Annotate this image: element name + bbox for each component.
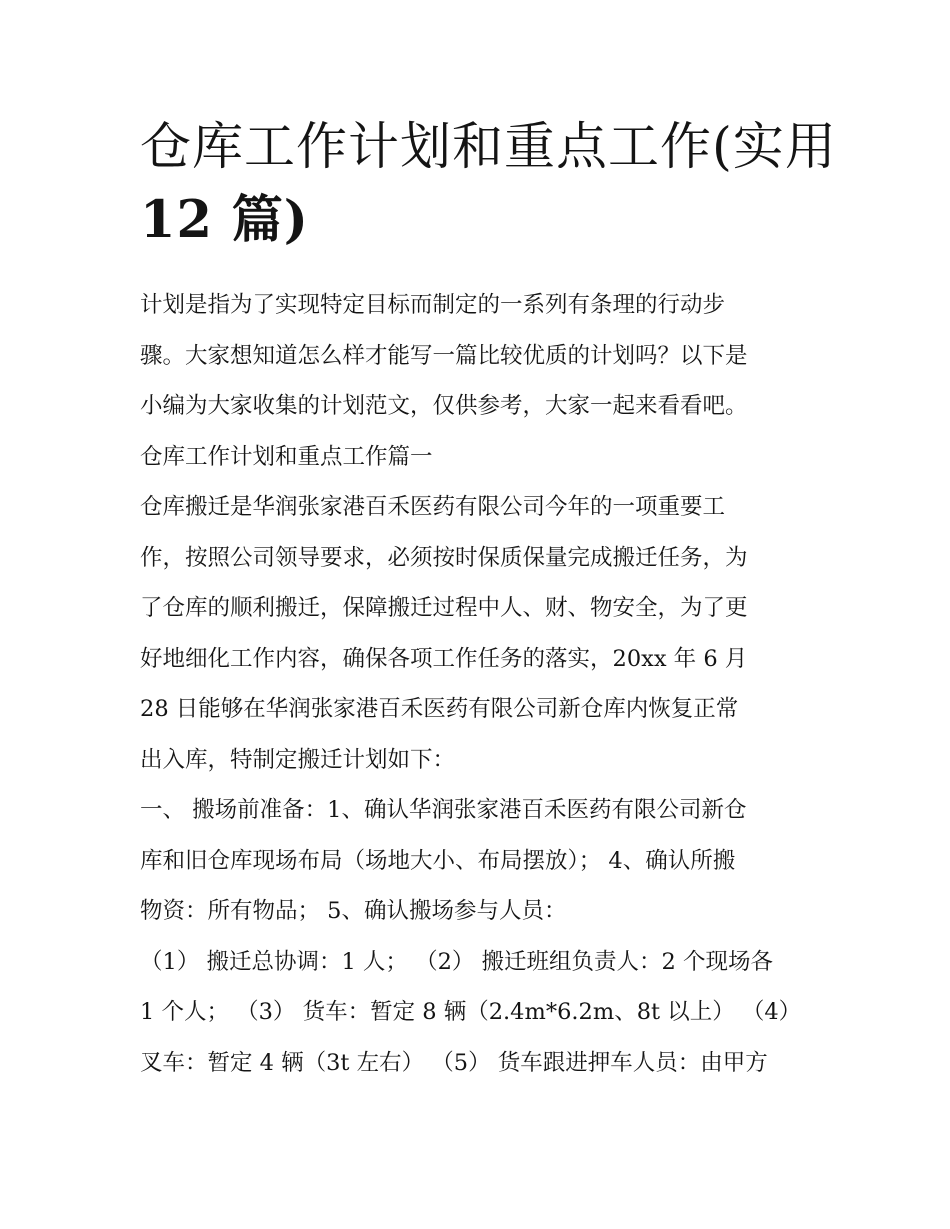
document-title xyxy=(140,112,837,257)
body-line: 了仓库的顺利搬迁，保障搬迁过程中人、财、物安全，为了更 xyxy=(140,595,748,621)
body-line: 库和旧仓库现场布局（场地大小、布局摆放）； 4、确认所搬 xyxy=(140,847,736,874)
document-body xyxy=(140,280,830,1088)
body-line: 1 个人； （3） 货车：暂定 8 辆（2.4m*6.2m、8t 以上） （4） xyxy=(140,999,802,1025)
body-line: 叉车：暂定 4 辆（3t 左右） （5） 货车跟进押车人员：由甲方 xyxy=(140,1049,768,1076)
body-line: 骤。大家想知道怎么样才能写一篇比较优质的计划吗？以下是 xyxy=(140,342,748,369)
body-line: 小编为大家收集的计划范文，仅供参考，大家一起来看看吧。 xyxy=(140,393,748,419)
body-line: 仓库搬迁是华润张家港百禾医药有限公司今年的一项重要工 xyxy=(140,494,726,520)
body-line: 作，按照公司领导要求，必须按时保质保量完成搬迁任务，为 xyxy=(140,544,748,571)
body-line: 28 日能够在华润张家港百禾医药有限公司新仓库内恢复正常 xyxy=(140,696,739,722)
title-line-2 xyxy=(140,184,830,257)
body-line: 一、 搬场前准备：1、确认华润张家港百禾医药有限公司新仓 xyxy=(140,797,747,823)
section-heading: 仓库工作计划和重点工作篇一 xyxy=(140,443,433,470)
title-line-2-text: 12 篇) xyxy=(140,190,309,250)
body-line: 计划是指为了实现特定目标而制定的一系列有条理的行动步 xyxy=(140,292,726,318)
body-line: 物资：所有物品； 5、确认搬场参与人员： xyxy=(140,898,567,924)
body-line: （1） 搬迁总协调：1 人； （2） 搬迁班组负责人：2 个现场各 xyxy=(140,948,774,975)
body-line: 好地细化工作内容，确保各项工作任务的落实，20xx 年 6 月 xyxy=(140,645,748,672)
title-line-1: 仓库工作计划和重点工作(实用 xyxy=(140,118,837,177)
body-line: 出入库，特制定搬迁计划如下： xyxy=(140,746,456,773)
